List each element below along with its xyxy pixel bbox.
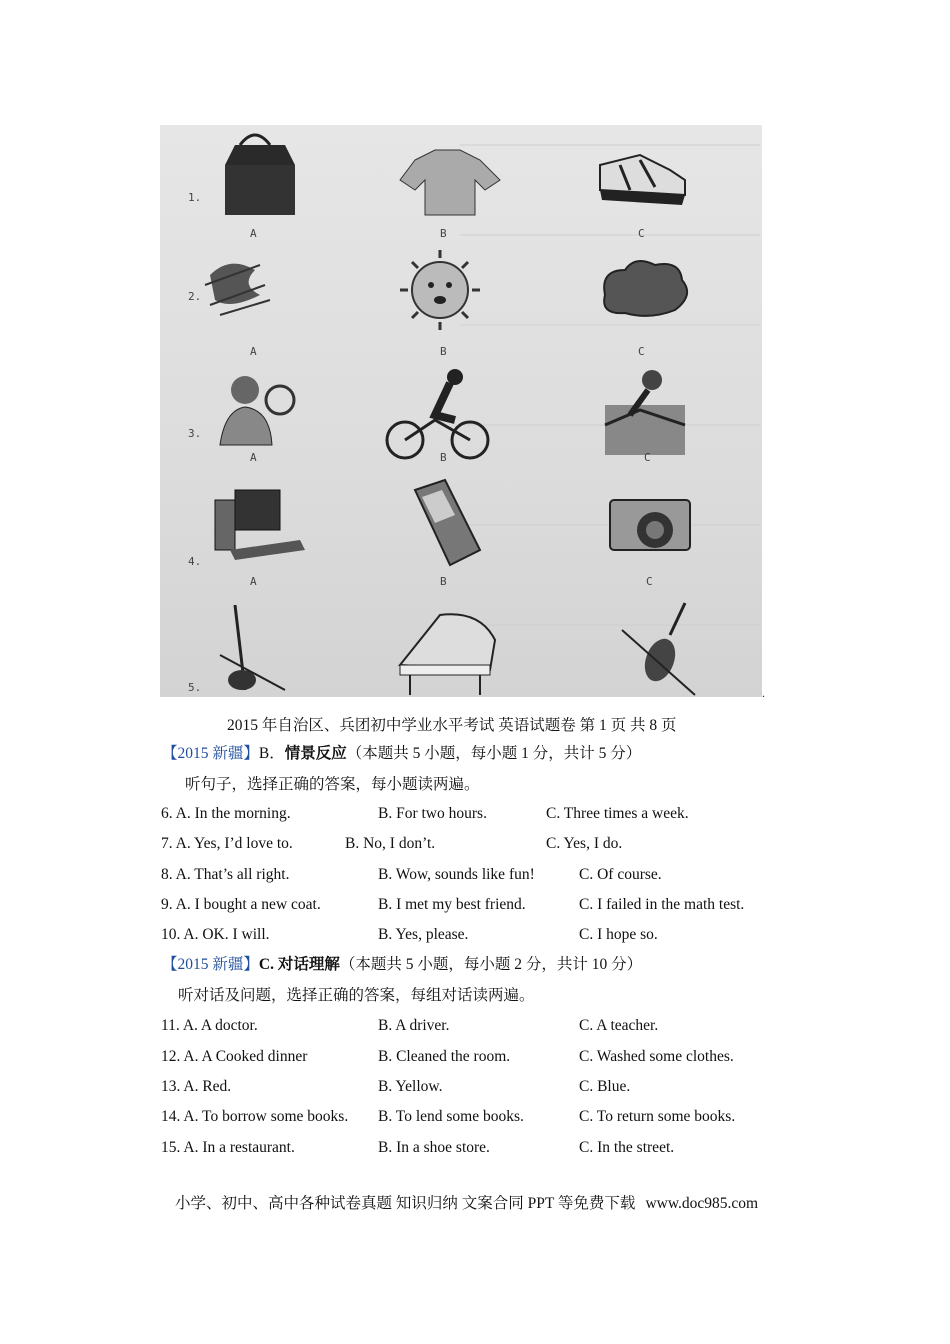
option-letter: B: [440, 451, 447, 464]
option-b: B. A driver.: [378, 1017, 450, 1034]
option-b: B. Yellow.: [378, 1078, 443, 1095]
sneaker-icon: [600, 155, 685, 205]
option-letter: C: [644, 451, 651, 464]
option-a: 12. A. A Cooked dinner: [161, 1048, 308, 1065]
option-a: 9. A. I bought a new coat.: [161, 896, 321, 913]
option-a: 6. A. In the morning.: [161, 805, 291, 822]
option-c: C. Blue.: [579, 1078, 631, 1095]
section-b-note: （本题共 5 小题，每小题 1 分，共计 5 分）: [346, 745, 642, 762]
page-footer: [175, 1191, 758, 1213]
option-b: B. No, I don’t.: [345, 835, 436, 852]
hiker-icon: [220, 376, 294, 445]
mobile-phone-icon: [415, 480, 480, 565]
option-b: B. Yes, please.: [378, 926, 469, 943]
source-tag: 【2015 新疆】: [162, 956, 259, 973]
option-a: 15. A. In a restaurant.: [161, 1139, 295, 1156]
page-caption: 2015 年自治区、兵团初中学业水平考试 英语试题卷 第 1 页 共 8 页: [227, 717, 677, 734]
exam-photo: [160, 125, 762, 697]
option-b: B. To lend some books.: [378, 1108, 524, 1125]
option-letter: A: [250, 345, 257, 358]
row-number: 3.: [188, 427, 202, 440]
section-c-title: C. 对话理解: [258, 956, 340, 973]
source-tag: 【2015 新疆】: [162, 745, 259, 762]
section-b-prefix: B．: [258, 745, 285, 762]
option-b: B. Wow, sounds like fun!: [378, 866, 535, 883]
section-c-instruction: 听对话及问题，选择正确的答案，每组对话读两遍。: [178, 987, 535, 1004]
piano-icon: [400, 614, 495, 695]
option-a: 13. A. Red.: [161, 1078, 232, 1095]
cyclist-icon: [387, 369, 488, 458]
option-b: B. In a shoe store.: [378, 1139, 490, 1156]
section-b-instruction: 听句子，选择正确的答案，每小题读两遍。: [185, 776, 480, 793]
option-c: C. Three times a week.: [546, 805, 689, 822]
row-number: 5.: [188, 681, 202, 694]
option-c: C. Of course.: [579, 866, 662, 883]
option-c: C. To return some books.: [579, 1108, 736, 1125]
option-letter: C: [646, 575, 653, 588]
option-b: B. I met my best friend.: [378, 896, 526, 913]
option-letter: A: [250, 227, 257, 240]
section-c-note: （本题共 5 小题，每小题 2 分，共计 10 分）: [339, 956, 643, 973]
option-letter: A: [250, 451, 257, 464]
option-letter: A: [250, 575, 257, 588]
footer-site: www.doc985.com: [645, 1195, 759, 1212]
section-b-header: [162, 744, 641, 764]
option-c: C. In the street.: [579, 1139, 675, 1156]
option-c: C. A teacher.: [579, 1017, 659, 1034]
option-c: C. Yes, I do.: [546, 835, 623, 852]
option-a: 11. A. A doctor.: [161, 1017, 258, 1034]
erhu-icon: [220, 605, 285, 690]
option-letter: C: [638, 227, 645, 240]
row-number: 4.: [188, 555, 202, 568]
option-letter: B: [440, 227, 447, 240]
option-a: 14. A. To borrow some books.: [161, 1108, 349, 1125]
option-a: 10. A. OK. I will.: [161, 926, 270, 943]
option-c: C. I failed in the math test.: [579, 896, 745, 913]
option-a: 7. A. Yes, I’d love to.: [161, 835, 293, 852]
camera-icon: [610, 500, 690, 550]
option-letter: B: [440, 575, 447, 588]
violin-icon: [622, 603, 695, 695]
climber-icon: [605, 370, 685, 455]
option-letter: B: [440, 345, 447, 358]
windy-icon: [205, 264, 270, 315]
trailing-mark: .: [762, 686, 765, 700]
footer-text: 小学、初中、高中各种试卷真题 知识归纳 文案合同 PPT 等免费下载: [175, 1195, 636, 1212]
cloud-icon: [604, 261, 687, 316]
option-b: B. Cleaned the room.: [378, 1048, 511, 1065]
section-c-header: [162, 955, 642, 975]
sun-icon: [400, 250, 480, 330]
option-letter: C: [638, 345, 645, 358]
option-c: C. Washed some clothes.: [579, 1048, 734, 1065]
handbag-icon: [225, 135, 295, 215]
tshirt-icon: [400, 150, 500, 215]
section-b-title: 情景反应: [284, 745, 347, 762]
row-number: 2.: [188, 290, 202, 303]
row-number: 1.: [188, 191, 202, 204]
option-a: 8. A. That’s all right.: [161, 866, 290, 883]
option-c: C. I hope so.: [579, 926, 658, 943]
computer-icon: [215, 490, 305, 560]
option-b: B. For two hours.: [378, 805, 487, 822]
